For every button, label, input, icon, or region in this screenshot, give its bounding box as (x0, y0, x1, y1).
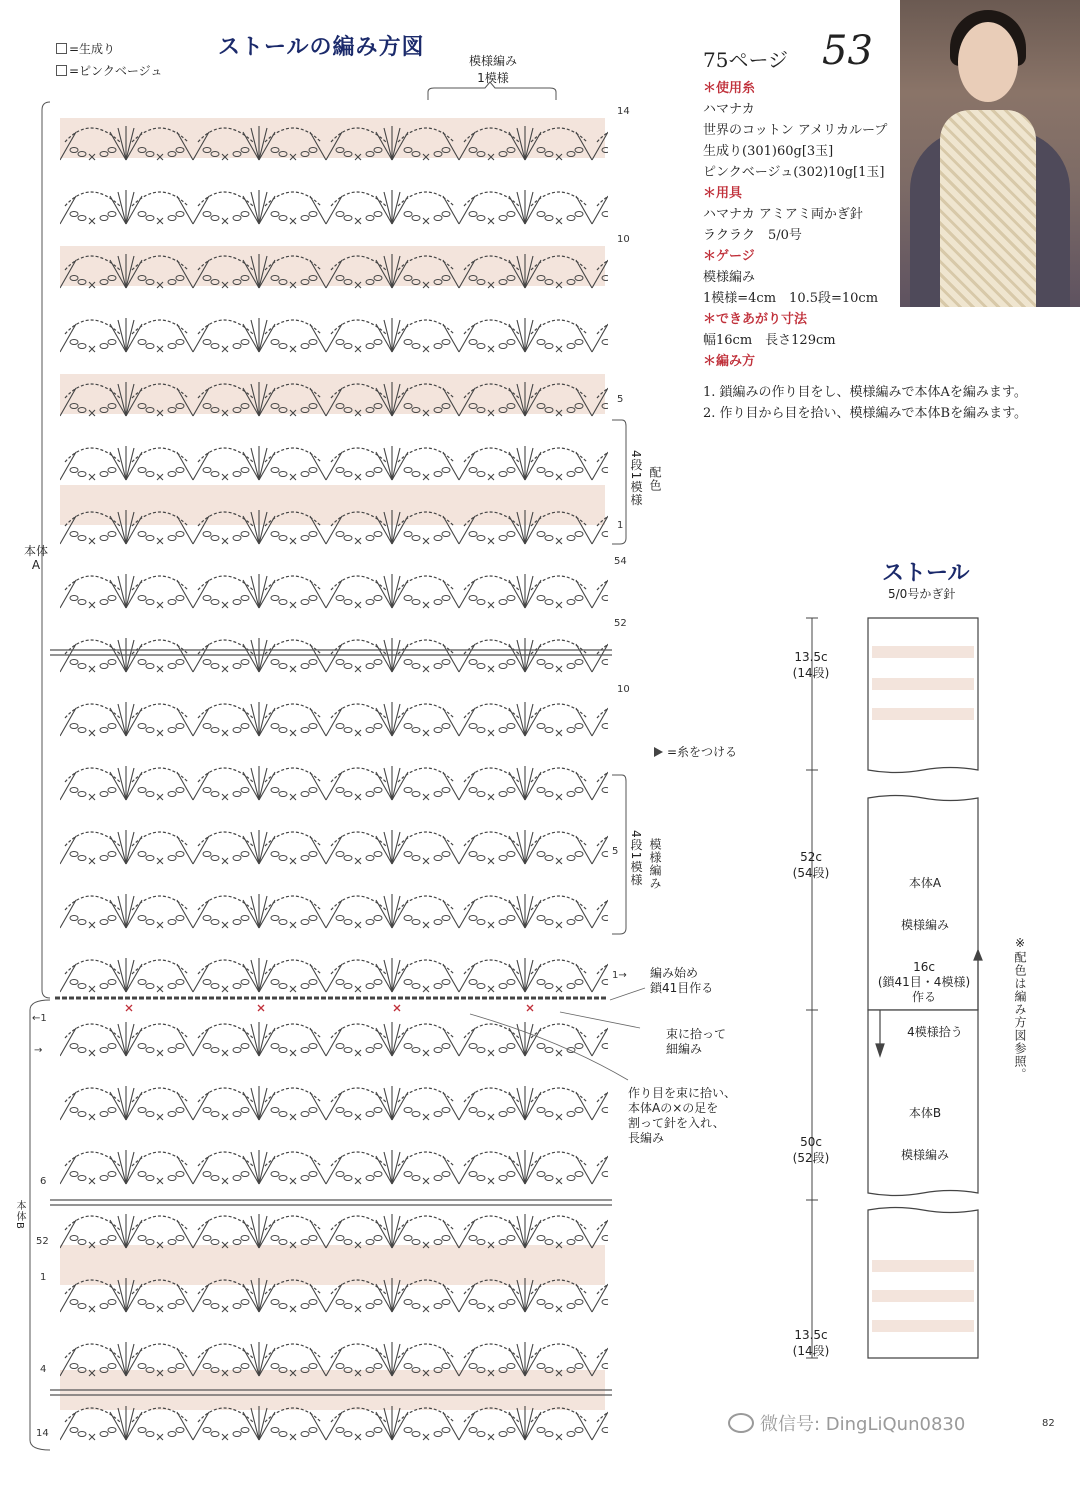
stitch-area-b-color (60, 1210, 608, 1400)
row-num: 5 (617, 394, 624, 405)
repeat-label: 模様編み 1模様 (468, 54, 517, 85)
stitch-area-a-pattern (60, 555, 608, 995)
row-num: → (34, 1045, 43, 1056)
page-reference: 75ページ (703, 48, 789, 72)
stitch-area-b-pattern (60, 1000, 608, 1200)
row-num: 1 (40, 1272, 47, 1283)
bracket-repeat (428, 82, 556, 100)
color-bracket-count: 4段1模様 (629, 450, 643, 507)
bracket-body-b (30, 1000, 50, 1450)
pickup-label: 4模様拾う (907, 1025, 963, 1039)
pickup-note: 束に拾って 細編み (666, 1027, 727, 1056)
row-num: 4 (40, 1364, 47, 1375)
row-num: ←1 (32, 1013, 47, 1024)
panel-b-label: 本体B 模様編み (900, 1106, 949, 1162)
stitch-area-b-edge (60, 1405, 608, 1445)
row-num: 54 (614, 556, 627, 567)
stitch-area-a-color (60, 102, 608, 552)
side-label-body-a: 本体 A (24, 544, 49, 572)
method-heading: ＊編み方 (703, 354, 756, 369)
attach-note: =糸をつける (654, 745, 737, 760)
legend-natural: =生成り (56, 40, 115, 57)
panel-a-label: 本体A 模様編み (900, 876, 949, 932)
start-note: 編み始め 鎖41目作る (650, 966, 714, 995)
dim-body-a: 52c (54段) (792, 850, 830, 880)
row-num: 1 (617, 520, 624, 531)
schematic-hook: 5/0号かぎ針 (888, 587, 956, 601)
legend-pink: =ピンクベージュ (56, 62, 162, 79)
watermark: 微信号: DingLiQun0830 (728, 1410, 965, 1436)
foundation-note: 作り目を束に拾い、 本体Aの×の足を 割って針を入れ、 長編み (628, 1086, 737, 1145)
pattern-bracket-label: 模様編み (648, 838, 662, 890)
size-heading: ＊できあがり寸法 (703, 312, 808, 327)
color-bracket-label: 配色 (648, 466, 662, 492)
page-number: 82 (1042, 1418, 1055, 1429)
row-num: 52 (36, 1236, 49, 1247)
wechat-icon (728, 1413, 754, 1433)
side-label-body-b: 本体B (14, 1200, 25, 1230)
dim-top: 13.5c (14段) (792, 650, 830, 680)
pattern-number: 53 (822, 28, 873, 74)
schematic-title: ストール (882, 561, 970, 586)
row-num: 14 (617, 106, 630, 117)
dim-bottom: 13.5c (14段) (792, 1328, 830, 1358)
dim-body-b: 50c (52段) (792, 1135, 830, 1165)
chart-title: ストールの編み方図 (218, 35, 425, 60)
row-num: 1→ (612, 970, 627, 981)
tools-heading: ＊用具 (703, 186, 743, 201)
info-block: ＊使用糸 ハマナカ 世界のコットン アメリカループ 生成り(301)60g[3玉] ピンクベージュ(302)10g[1玉] ＊用具 ハマナカ アミアミ両かぎ針 ラクラク 5/0号 ＊ゲージ 模様編み 1模様=4cm 10.5段=10cm ＊できあがり寸法 幅16cm 長さ129cm ＊編み方 (703, 78, 903, 372)
gauge-heading: ＊ゲージ (703, 249, 755, 264)
model-photo (900, 0, 1080, 307)
row-num: 52 (614, 618, 627, 629)
schematic-note: ※配色は編み方図参照。 (1013, 936, 1027, 1081)
yarn-heading: ＊使用糸 (703, 81, 756, 96)
method-steps: 1. 鎖編みの作り目をし、模様編みで本体Aを編みます。 2. 作り目から目を拾い、模様編みで本体Bを編みます。 (703, 385, 1028, 421)
attach-marker-icon (654, 747, 663, 757)
row-num: 6 (40, 1176, 47, 1187)
width-label: 16c (鎖41目・4模様) 作る (877, 960, 971, 1004)
row-num: 10 (617, 684, 630, 695)
row-num: 5 (612, 846, 619, 857)
row-num: 14 (36, 1428, 49, 1439)
pattern-bracket-count: 4段1模様 (629, 830, 643, 887)
row-num: 10 (617, 234, 630, 245)
